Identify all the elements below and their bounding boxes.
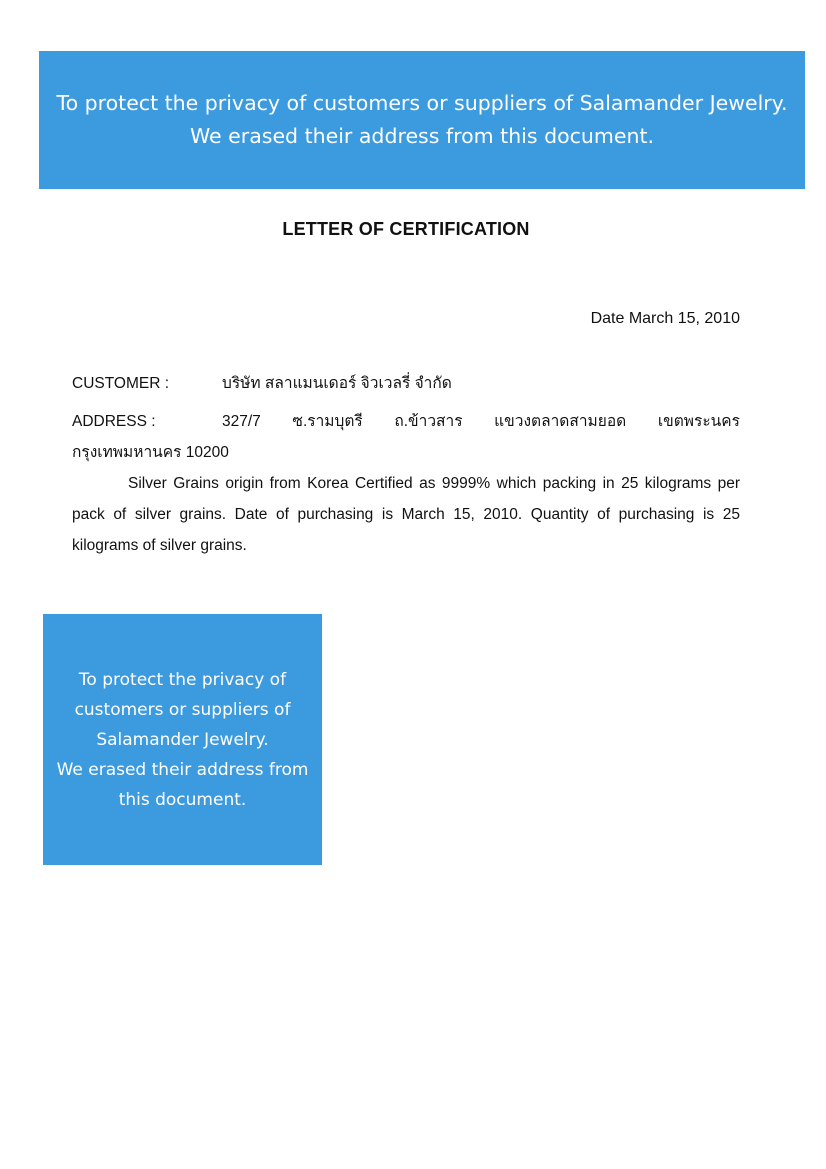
address-label: ADDRESS :	[72, 413, 156, 430]
privacy-notice-line-2: We erased their address from this document.	[189, 124, 655, 148]
customer-value: บริษัท สลาแมนเดอร์ จิวเวลรี่ จำกัด	[222, 375, 452, 392]
privacy-notice-line-1: To protect the privacy of customers or suppliers of Salamander Jewelry.	[56, 91, 788, 115]
address-subdistrict: แขวงตลาดสามยอด	[494, 413, 627, 430]
address-block	[72, 406, 740, 468]
privacy-notice-banner-top	[39, 51, 805, 189]
customer-label: CUSTOMER :	[72, 375, 170, 392]
certification-body-text: Silver Grains origin from Korea Certified as 9999% which packing in 25 kilograms per pack of silver grains. Date of purchasing is March 15, 2010. Quantity of purchasing is 25 kilograms of silver grains.	[72, 475, 740, 554]
address-parts	[222, 406, 740, 437]
address-line-2: กรุงเทพมหานคร 10200	[72, 444, 229, 461]
address-soi: ซ.รามบุตรี	[292, 413, 363, 430]
privacy-notice-bottom-line-4: We erased their address from	[56, 759, 309, 780]
address-line-1	[72, 406, 740, 437]
address-district: เขตพระนคร	[657, 413, 740, 430]
privacy-notice-bottom-line-1: To protect the privacy of	[78, 669, 287, 690]
privacy-notice-bottom-line-3: Salamander Jewelry.	[96, 729, 269, 750]
document-date: Date March 15, 2010	[590, 310, 740, 327]
customer-row	[72, 370, 452, 395]
privacy-notice-bottom-line-5: this document.	[118, 789, 247, 810]
privacy-notice-bottom-line-2: customers or suppliers of	[74, 699, 291, 720]
address-house-number: 327/7	[222, 413, 261, 430]
address-road: ถ.ข้าวสาร	[394, 413, 463, 430]
document-title: LETTER OF CERTIFICATION	[282, 219, 530, 239]
privacy-notice-banner-bottom	[43, 614, 322, 865]
